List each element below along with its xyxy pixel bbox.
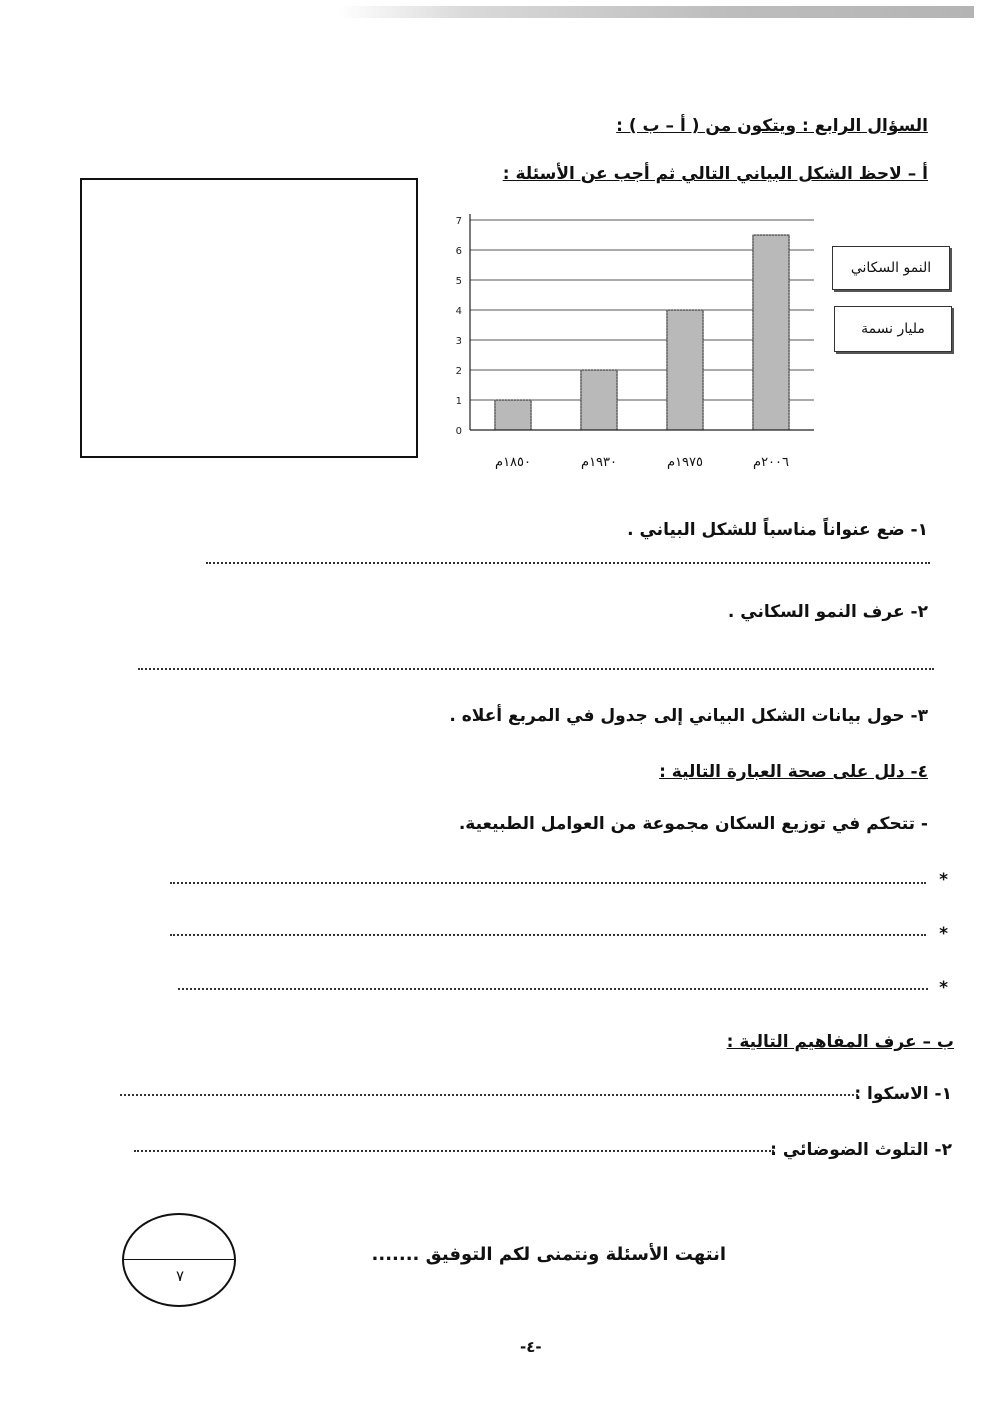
part-a-instruction: أ – لاحظ الشكل البياني التالي ثم أجب عن الأسئلة : <box>502 164 928 184</box>
question-a3: ٣- حول بيانات الشكل البياني إلى جدول في المربع أعلاه . <box>449 706 928 726</box>
answer-box[interactable] <box>80 178 418 458</box>
chart-bars <box>495 235 789 430</box>
chart-y-tick-label: 4 <box>455 306 462 317</box>
bullet-2: * <box>939 924 948 944</box>
closing-message: انتهت الأسئلة ونتمنى لكم التوفيق ....... <box>371 1244 726 1265</box>
chart-x-tick-label: ١٩٧٥م <box>667 455 703 470</box>
chart-bar <box>753 235 789 430</box>
bar-chart <box>440 208 820 480</box>
question-a2: ٢- عرف النمو السكاني . <box>727 602 928 622</box>
chart-bar <box>581 370 617 430</box>
question-b2: ٢- التلوث الضوضائي : <box>770 1140 952 1160</box>
question-heading: السؤال الرابع : ويتكون من ( أ – ب ) : <box>616 116 928 136</box>
legend-unit <box>834 306 952 352</box>
bullet-3: * <box>939 978 948 998</box>
answer-line-a2[interactable] <box>138 668 934 670</box>
score-circle <box>122 1213 236 1307</box>
statement-a4: - تتحكم في توزيع السكان مجموعة من العوامل الطبيعية. <box>458 814 928 834</box>
score-divider <box>124 1259 234 1260</box>
legend-series-label: النمو السكاني <box>850 260 932 276</box>
scan-artifact <box>338 6 974 18</box>
chart-bar <box>667 310 703 430</box>
chart-y-tick-label: 3 <box>455 336 462 347</box>
score-value: ٧ <box>176 1267 185 1285</box>
answer-line-a4-2[interactable] <box>170 934 926 936</box>
answer-line-b2[interactable] <box>134 1150 774 1152</box>
chart-y-tick-label: 1 <box>455 396 462 407</box>
chart-x-tick-label: ٢٠٠٦م <box>753 455 789 470</box>
answer-line-a1[interactable] <box>206 562 930 564</box>
chart-y-tick-label: 6 <box>455 246 462 257</box>
question-b1: ١- الاسكوا : <box>854 1084 952 1104</box>
chart-y-tick-label: 5 <box>455 276 462 287</box>
chart-x-tick-label: ١٩٣٠م <box>581 455 617 470</box>
question-a4: ٤- دلل على صحة العبارة التالية : <box>659 762 928 782</box>
chart-x-ticks <box>495 455 789 470</box>
legend-series <box>832 246 950 290</box>
page-number: -٤- <box>520 1338 542 1356</box>
chart-x-tick-label: ١٨٥٠م <box>495 455 531 470</box>
chart-y-tick-label: 7 <box>455 216 462 227</box>
answer-line-a4-3[interactable] <box>178 988 928 990</box>
part-b-instruction: ب – عرف المفاهيم التالية : <box>726 1032 954 1052</box>
chart-y-ticks <box>456 216 462 437</box>
bullet-1: * <box>939 870 948 890</box>
question-a1: ١- ضع عنواناً مناسباً للشكل البياني . <box>627 520 928 540</box>
answer-line-b1[interactable] <box>120 1094 858 1096</box>
answer-line-a4-1[interactable] <box>170 882 926 884</box>
chart-y-tick-label: 0 <box>455 426 462 437</box>
chart-y-tick-label: 2 <box>455 366 462 377</box>
legend-unit-label: مليار نسمة <box>861 321 925 337</box>
chart-bar <box>495 400 531 430</box>
